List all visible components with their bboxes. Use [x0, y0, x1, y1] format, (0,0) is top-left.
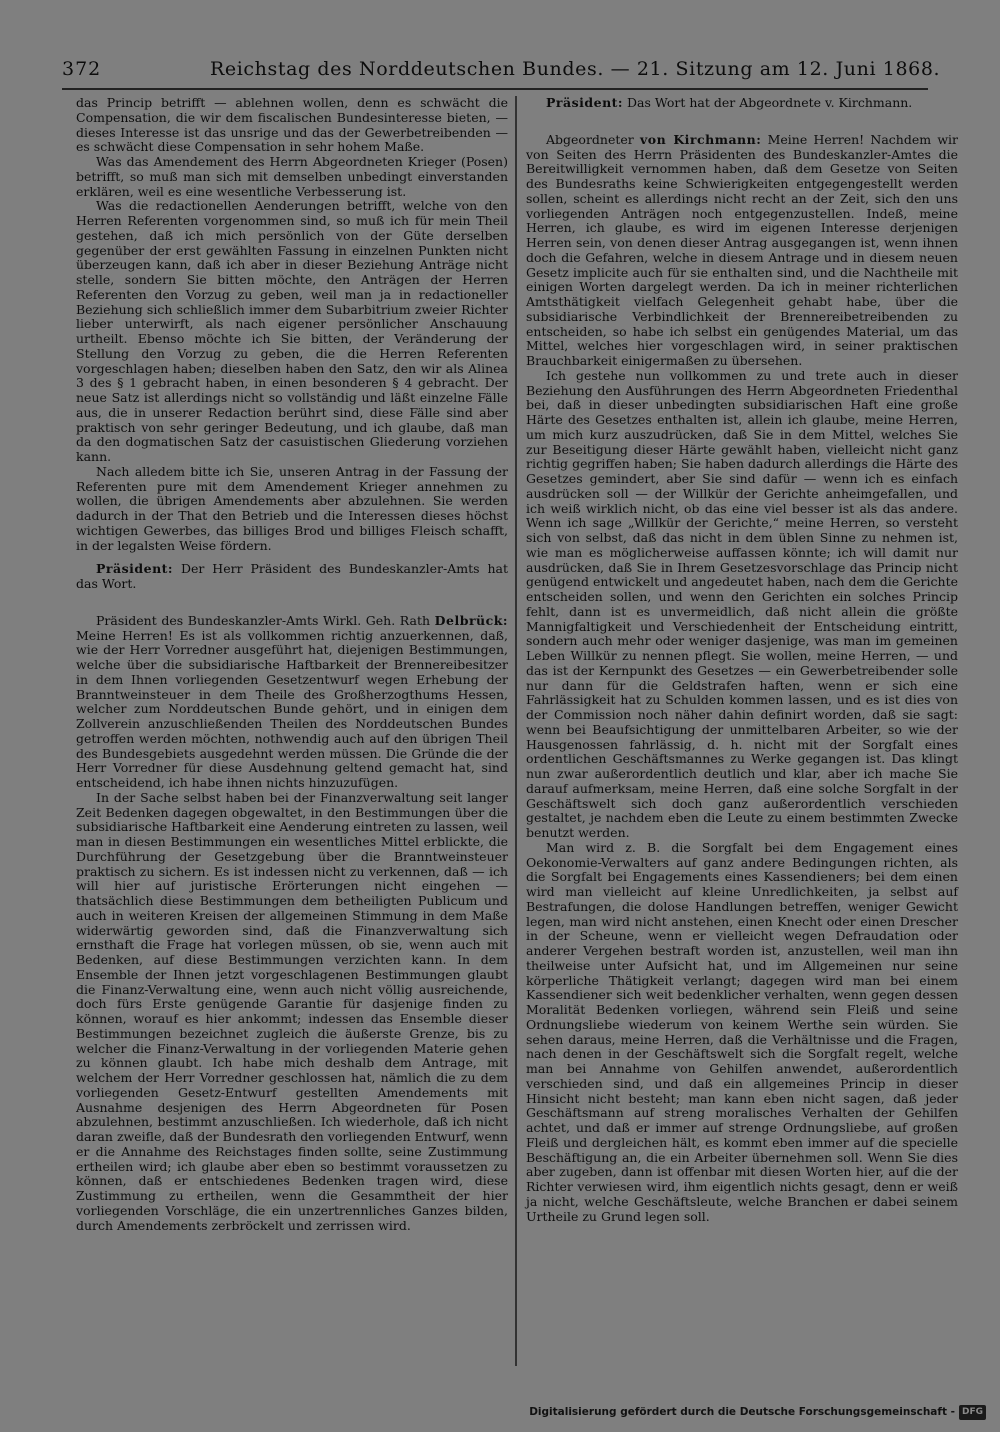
- paragraph: das Princip betrifft — ablehnen wollen, denn es schwächt die Compensation, die wir dem fiscalischen Bundesinteresse bieten, — dieses Interesse ist das unsrige und das der Gewerbetreibenden — es schwächt diese Compensation in sehr hohem Maße.: [76, 95, 508, 155]
- paragraph: Ich gestehe nun vollkommen zu und trete auch in dieser Beziehung den Ausführungen des Herrn Abgeordneten Friedenthal bei, daß in dieser unbedingten subsidiarischen Haft eine große Härte des Gesetzes enthalten ist, allein ich glaube, meine Herren, um mich kurz auszudrücken, daß Sie in dem Mittel, welches Sie zur Beseitigung dieser Härte gewählt haben, vielleicht nicht ganz richtig gegriffen haben; Sie haben dadurch allerdings die Härte des Gesetzes gemindert, aber Sie sind dafür — wenn ich es einfach ausdrücken soll — der Willkür der Gerichte anheimgefallen, und ich weiß wirklich nicht, ob das eine viel besser ist als das andere. Wenn ich sage „Willkür der Gerichte,“ meine Herren, so versteht sich von selbst, daß das nicht in dem üblen Sinne zu nehmen ist, wie man es möglicherweise auffassen könnte; ich will damit nur ausdrücken, daß Sie in Ihrem Gesetzesvorschlage das Princip nicht genügend entwickelt und angedeutet haben, nach dem die Gerichte entscheiden sollen, und wenn den Gerichten ein solches Princip fehlt, dann ist es unvermeidlich, daß nicht allein die größte Mannigfaltigkeit und Verschiedenheit der Entscheidung eintritt, sondern auch mehr oder weniger dasjenige, was man im gemeinen Leben Willkür zu nennen pflegt. Sie wollen, meine Herren, — und das ist der Kernpunkt des Gesetzes — ein Gewerbetreibender solle nur dann für die Geldstrafen haften, wenn er sich eine Fahrlässigkeit hat zu Schulden kommen lassen, und es ist dies von der Commission noch näher dahin definirt worden, daß sie sagt: wenn bei Beaufsichtigung der unmittelbaren Arbeiter, so wie der Hausgenossen fahrlässig, d. h. nicht mit der Sorgfalt eines ordentlichen Geschäftsmannes zu Werke gegangen ist. Das klingt nun zwar außerordentlich deutlich und klar, aber ich mache Sie darauf aufmerksam, meine Herren, daß eine solche Sorgfalt in der Geschäftswelt sich doch ganz außerordentlich verschieden gestaltet, je nachdem eben die Leute zu einem bestimmten Zwecke benutzt werden.: [526, 367, 958, 840]
- paragraph: Was das Amendement des Herrn Abgeordneten Krieger (Posen) betrifft, so muß man sich mit demselben unbedingt einverstanden erklären, weil es eine wesentliche Verbesserung ist.: [76, 154, 508, 199]
- page-header: [62, 58, 941, 84]
- page-number: 372: [62, 58, 102, 80]
- speaker-paragraph: [76, 614, 508, 791]
- column-divider: [515, 96, 517, 1366]
- speaker-paragraph: [76, 562, 508, 592]
- paragraph: Was die redactionellen Aenderungen betrifft, welche von den Herren Referenten vorgenommen sind, so muß ich für mein Theil gestehen, daß ich mich persönlich von der Güte derselben gegenüber der erst gewählten Fassung in einzelnen Punkten nicht überzeugen kann, daß ich aber in dieser Beziehung Anträge nicht stelle, sondern Sie bitten möchte, den Anträgen der Herren Referenten den Vorzug zu geben, weil man ja in redactioneller Beziehung sich schließlich immer dem Subarbitrium zweier Richter lieber unterwirft, als nach eigener persönlicher Anschauung urtheilt. Ebenso möchte ich Sie bitten, der Veränderung der Stellung den Vorzug zu geben, die die Herren Referenten vorgeschlagen haben; dieselben haben den Satz, den wir als Alinea 3 des § 1 gebracht haben, in einen besonderen § 4 gebracht. Der neue Satz ist allerdings nicht so vollständig und läßt einzelne Fälle aus, die in unserer Redaction berührt sind, diese Fälle sind aber praktisch von sehr geringer Bedeutung, und ich glaube, daß man da den dogmatischen Satz der casuistischen Gliederung vorziehen kann.: [76, 198, 508, 464]
- right-column: [526, 96, 958, 1224]
- speaker-intro: Abgeordneter: [546, 131, 641, 147]
- dfg-logo-icon: DFG: [959, 1405, 986, 1420]
- speaker-name: Präsident:: [96, 561, 174, 577]
- credit-text: Digitalisierung gefördert durch die Deutsche Forschungsgemeinschaft -: [529, 1406, 955, 1418]
- paragraph: Man wird z. B. die Sorgfalt bei dem Engagement eines Oekonomie-Verwalters auf ganz andere Bedingungen richten, als die Sorgfalt bei Engagements eines Kassendieners; bei dem einen wird man vielleicht auf kleine Unredlichkeiten, ja selbst auf Bestrafungen, die dolose Handlungen betreffen, weniger Gewicht legen, man wird nicht anstehen, einen Knecht oder einen Drescher in der Scheune, wenn er vielleicht wegen Defraudation oder anderer Vergehen bestraft worden ist, anzustellen, weil man ihn theilweise unter Aufsicht hat, und im Allgemeinen nur seine körperliche Thätigkeit verlangt; dagegen wird man bei einem Kassendiener sich weit bedenklicher verhalten, wenn gegen dessen Moralität Bedenken vorliegen, während sein Fleiß und seine Ordnungsliebe wiederum von keinem Werthe sein würden. Sie sehen daraus, meine Herren, daß die Verhältnisse und die Fragen, nach denen in der Geschäftswelt sich die Sorgfalt regelt, welche man bei Annahme von Gehilfen anwendet, außerordentlich verschieden sind, und daß ein allgemeines Princip in dieser Hinsicht nicht besteht; man kann eben nicht sagen, daß jeder Geschäftsmann auf streng moralisches Verhalten der Gehilfen achtet, und daß er immer auf strenge Ordnungsliebe, auf großen Fleiß und dergleichen hält, es kommt eben immer auf die specielle Beschäftigung an, die ein Arbeiter übernehmen soll. Wenn Sie dies aber zugeben, dann ist offenbar mit diesen Worten hier, auf die der Richter verwiesen wird, ihm eigentlich nichts gesagt, denn er weiß ja nicht, welche Geschäftsleute, welche Branchen er dabei seinem Urtheile zu Grund legen soll.: [526, 839, 958, 1224]
- running-title: Reichstag des Norddeutschen Bundes. — 21. Sitzung am 12. Juni 1868.: [210, 58, 941, 80]
- header-rule: [62, 88, 928, 90]
- speaker-intro: Präsident des Bundeskanzler-Amts Wirkl. Geh. Rath: [96, 612, 435, 628]
- speaker-name: Delbrück:: [434, 612, 508, 628]
- speech-text: Der Herr Präsident des Bundeskanzler-Amts hat das Wort.: [76, 561, 508, 591]
- speaker-paragraph: [526, 133, 958, 369]
- speaker-name: von Kirchmann:: [640, 131, 762, 147]
- speech-text: Meine Herren! Nachdem wir von Seiten des Herrn Präsidenten des Bundeskanzler-Amtes die Bereitwilligkeit vernommen haben, daß dem Gesetze von Seiten des Bundesraths keine Schwierigkeiten entgegengestellt werden sollen, scheint es allerdings nicht recht an der Zeit, sich den uns vorliegenden Anträgen noch entgegenzustellen. Indeß, meine Herren, ich glaube, es wird im eigenen Interesse derjenigen Herren sein, von denen dieser Antrag ausgegangen ist, wenn ihnen doch die Gefahren, welche in diesem Antrage und in diesem neuen Gesetz implicite auch für sie enthalten sind, und die Nachtheile mit einigen Worten dargelegt werden. Da ich in meiner richterlichen Amtsthätigkeit vielfach Gelegenheit gehabt habe, über die subsidiarische Verbindlichkeit der Brennereibetreibenden zu entscheiden, so habe ich selbst ein genügendes Material, um das Mittel, welches hier vorgeschlagen wird, in seiner praktischen Brauchbarkeit einigermaßen zu übersehen.: [526, 131, 959, 368]
- speaker-name: Präsident:: [546, 95, 624, 110]
- speech-text: Das Wort hat der Abgeordnete v. Kirchmann.: [623, 95, 913, 110]
- speech-text: Meine Herren! Es ist als vollkommen richtig anzuerkennen, daß, wie der Herr Vorredner ausgeführt hat, diejenigen Bestimmungen, welche über die subsidiarische Haftbarkeit der Brennereibesitzer in dem Ihnen vorliegenden Gesetzentwurf wegen Erhebung der Branntweinsteuer in dem Theile des Großherzogthums Hessen, welcher zum Norddeutschen Bunde gehört, und in einigen dem Zollverein anzuschließenden Theilen des Norddeutschen Bundes getroffen werden möchten, nothwendig auch auf den übrigen Theil des Bundesgebiets ausgedehnt werden müssen. Die Gründe die der Herr Vorredner für diese Ausdehnung geltend gemacht hat, sind entscheidend, ich habe ihnen nichts hinzuzufügen.: [76, 627, 508, 790]
- left-column: [76, 96, 508, 1233]
- paragraph: In der Sache selbst haben bei der Finanzverwaltung seit langer Zeit Bedenken dagegen obgewaltet, in den Bestimmungen über die subsidiarische Haftbarkeit eine Aenderung eintreten zu lassen, weil man in diesen Bestimmungen ein wesentliches Mittel erblickte, die Durchführung der Gesetzgebung über die Branntweinsteuer praktisch zu sichern. Es ist indessen nicht zu verkennen, daß — ich will hier auf juristische Erörterungen nicht eingehen — thatsächlich diese Bestimmungen dem betheiligten Publicum und auch in weiteren Kreisen der allgemeinen Stimmung in dem Maße widerwärtig geworden sind, daß die Finanzverwaltung sich ernsthaft die Frage hat vorlegen müssen, ob sie, wenn auch mit Bedenken, auf diese Bestimmungen verzichten kann. In dem Ensemble der Ihnen jetzt vorgeschlagenen Bestimmungen glaubt die Finanz-Verwaltung eine, wenn auch nicht völlig ausreichende, doch fürs Erste genügende Garantie für dasjenige finden zu können, worauf es hier ankommt; indessen das Ensemble dieser Bestimmungen bezeichnet zugleich die äußerste Grenze, bis zu welcher die Finanz-Verwaltung in der vorliegenden Materie gehen zu können glaubt. Ich habe mich deshalb dem Antrage, mit welchem der Herr Vorredner geschlossen hat, nämlich die zu dem vorliegenden Gesetz-Entwurf gestellten Amendements mit Ausnahme desjenigen des Herrn Abgeordneten für Posen abzulehnen, bestimmt anzuschließen. Ich wiederhole, daß ich nicht daran zweifle, daß der Bundesrath den vorliegenden Entwurf, wenn er die Annahme des Reichstages finden sollte, seine Zustimmung ertheilen wird; ich glaube aber eben so bestimmt voraussetzen zu können, daß er entschiedenes Bedenken tragen wird, diese Zustimmung zu ertheilen, wenn die Gesammtheit der hier vorliegenden Vorschläge, die ein unzertrennliches Ganzes bilden, durch Amendements zerbröckelt und zerrissen wird.: [76, 789, 508, 1233]
- digitization-credit: [529, 1404, 986, 1420]
- paragraph: Nach alledem bitte ich Sie, unseren Antrag in der Fassung der Referenten pure mit dem Amendement Krieger annehmen zu wollen, die übrigen Amendements aber abzulehnen. Sie werden dadurch in der That den Betrieb und die Interessen dieses höchst wichtigen Gewerbes, das billiges Brod und billiges Fleisch schafft, in der legalsten Weise fördern.: [76, 463, 508, 553]
- speaker-paragraph: [526, 96, 958, 111]
